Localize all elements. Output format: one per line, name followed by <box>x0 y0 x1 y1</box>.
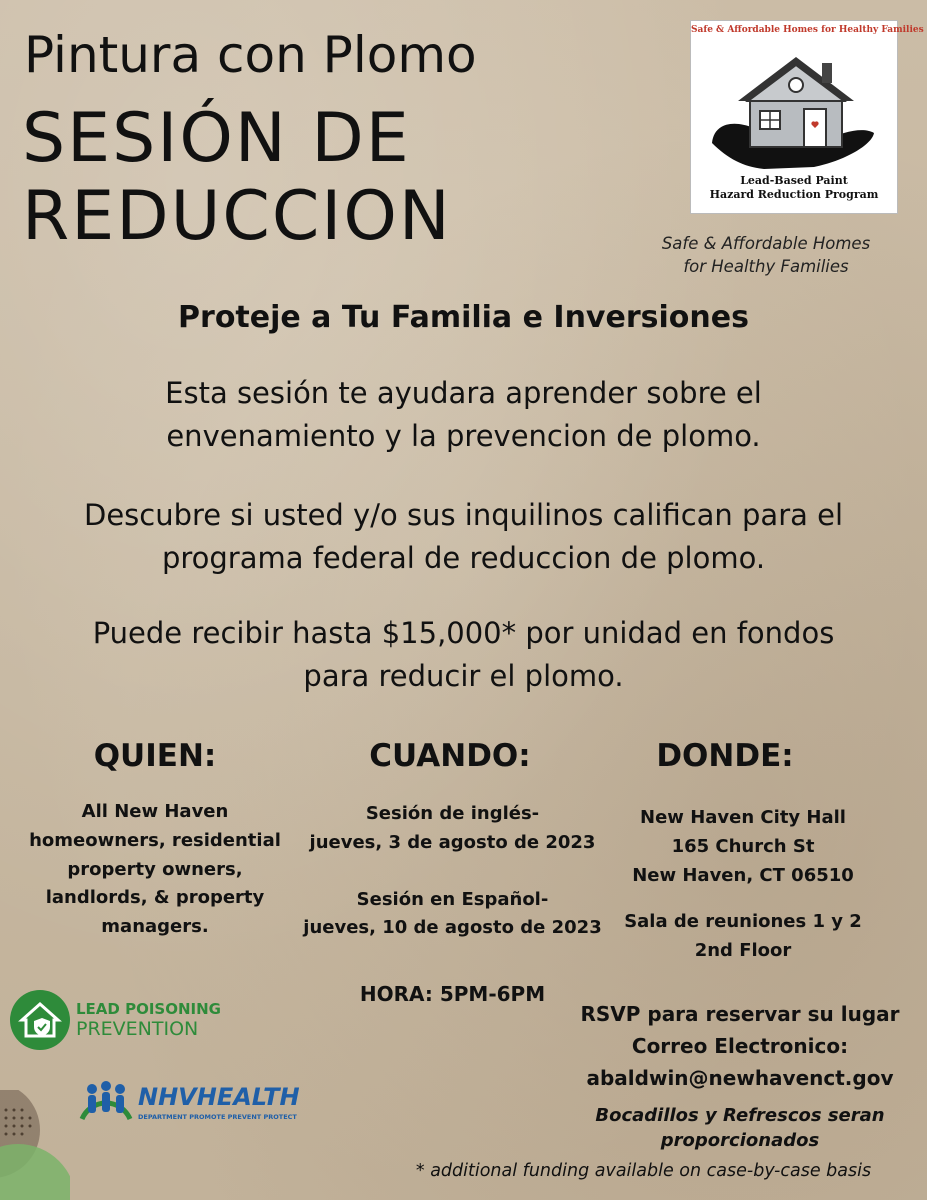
rsvp-line: RSVP para reservar su lugar <box>580 1002 900 1026</box>
title-main <box>22 100 452 256</box>
paragraph-eligibility <box>0 494 927 579</box>
logo-tagline-line-2: for Healthy Families <box>683 257 849 277</box>
title-line-1: Pintura con Plomo <box>24 26 477 84</box>
snacks-note <box>570 1103 910 1153</box>
when-heading: CUANDO: <box>369 738 531 774</box>
title-line-3: REDUCCION <box>22 177 452 257</box>
snacks-line: proporcionados <box>660 1130 820 1152</box>
nhv-wordmark: NHVHEALTH <box>138 1083 300 1111</box>
session-spanish-label: Sesión en Español- <box>356 888 549 910</box>
corner-decoration <box>0 1090 70 1200</box>
logo-top-text: Safe & Affordable Homes for Healthy Families <box>691 25 924 35</box>
people-icon <box>76 1077 136 1129</box>
room: Sala de reuniones 1 y 2 <box>624 911 862 933</box>
house-shield-icon <box>8 988 72 1052</box>
who-body <box>10 798 300 942</box>
time: HORA: 5PM-6PM <box>359 982 546 1006</box>
logo-tagline <box>642 232 890 278</box>
who-line: All New Haven <box>81 801 229 822</box>
paragraph-line: envenamiento y la prevencion de plomo. <box>166 418 761 453</box>
paragraph-line: Puede recibir hasta $15,000* por unidad en fondos <box>92 616 835 650</box>
who-line: landlords, & property <box>45 887 265 909</box>
house-hand-icon <box>704 41 884 173</box>
rsvp-block <box>560 998 920 1094</box>
session-english-date: jueves, 3 de agosto de 2023 <box>309 831 596 853</box>
address-line: New Haven City Hall <box>640 807 846 828</box>
lpp-line-1: LEAD POISONING <box>76 1000 221 1018</box>
paragraph-line: Descubre si usted y/o sus inquilinos califican para el <box>83 498 844 532</box>
paragraph-funding <box>0 612 927 697</box>
where-heading: DONDE: <box>656 738 794 774</box>
floor: 2nd Floor <box>694 940 792 962</box>
nhv-tagline: DEPARTMENT PROMOTE PREVENT PROTECT <box>138 1113 297 1121</box>
paragraph-line: Esta sesión te ayudara aprender sobre el <box>165 376 762 410</box>
logo-bottom-text <box>691 174 897 203</box>
session-english-label: Sesión de inglés- <box>365 803 540 824</box>
snacks-line: Bocadillos y Refrescos seran <box>595 1105 885 1126</box>
program-logo <box>690 20 924 214</box>
footnote: * additional funding available on case-by-case basis <box>415 1161 872 1181</box>
who-line: property owners, <box>67 858 243 880</box>
address-line: 165 Church St <box>671 835 815 857</box>
logo-bottom-line-2: Hazard Reduction Program <box>709 188 879 202</box>
paragraph-session-info <box>0 372 927 457</box>
session-spanish-date: jueves, 10 de agosto de 2023 <box>303 917 602 939</box>
logo-tagline-line-1: Safe & Affordable Homes <box>661 234 871 253</box>
who-line: managers. <box>101 916 209 938</box>
paragraph-line: programa federal de reduccion de plomo. <box>161 540 766 575</box>
rsvp-line: Correo Electronico: <box>631 1034 849 1058</box>
paragraph-line: para reducir el plomo. <box>303 658 624 693</box>
nhv-health-logo <box>76 1077 306 1131</box>
title-line-2: SESIÓN DE <box>22 99 411 178</box>
rsvp-email-link[interactable]: abaldwin@newhavenct.gov <box>586 1066 894 1090</box>
lpp-line-2: PREVENTION <box>76 1018 199 1040</box>
when-body <box>300 800 605 943</box>
who-line: homeowners, residential <box>29 829 281 851</box>
logo-bottom-line-1: Lead-Based Paint <box>740 174 848 187</box>
subtitle: Proteje a Tu Familia e Inversiones <box>178 300 749 335</box>
who-heading: QUIEN: <box>93 738 217 774</box>
where-body <box>608 804 878 966</box>
address-line: New Haven, CT 06510 <box>632 864 854 886</box>
lead-poisoning-prevention-logo <box>8 988 248 1054</box>
